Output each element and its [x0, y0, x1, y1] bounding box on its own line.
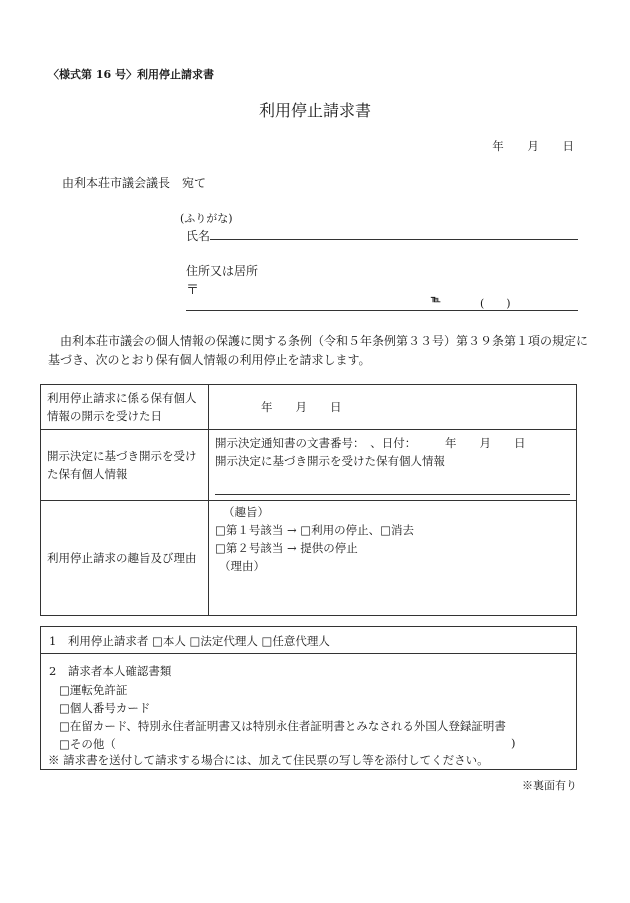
postal-mark: 〒: [186, 283, 200, 298]
id-doc-other[interactable]: □その他（: [59, 737, 116, 751]
purpose-reason-label: 利用停止請求の趣旨及び理由: [41, 501, 209, 616]
section-divider: [41, 653, 576, 654]
name-underline[interactable]: [210, 239, 578, 240]
id-doc-residence-card[interactable]: □在留カード、特別永住者証明書又は特別永住者証明書とみなされる外国人登録証明書: [59, 719, 506, 733]
form-number: 〈様式第 16 号〉利用停止請求書: [48, 68, 214, 81]
address-label: 住所又は居所: [186, 264, 259, 278]
date-field: 年 月 日: [492, 139, 574, 153]
intro-text: 由利本荘市議会の個人情報の保護に関する条例（令和５年条例第３３号）第３９条第１項の規定に基づき、次のとおり保有個人情報の利用停止を請求します。: [48, 334, 589, 367]
reason-heading: （理由）: [219, 559, 265, 573]
address-underline[interactable]: [186, 310, 578, 311]
tel-label: ℡: [431, 295, 441, 305]
disclosure-date-cell[interactable]: [209, 385, 577, 430]
id-docs-title: 2 請求者本人確認書類: [49, 664, 172, 678]
disclosed-info-cell[interactable]: [209, 430, 577, 501]
option-clause-1[interactable]: □第１号該当 → □利用の停止、□消去: [215, 523, 415, 537]
addressee: 由利本荘市議会議長 宛て: [62, 176, 207, 190]
name-label: 氏名: [186, 229, 211, 243]
disclosed-info-underline: [215, 494, 570, 495]
id-doc-drivers-license[interactable]: □運転免許証: [59, 683, 128, 697]
disclosed-info-label: 開示決定に基づき開示を受けた保有個人情報: [41, 430, 209, 501]
furigana-label: (ふりがな): [180, 212, 233, 225]
purpose-heading: （趣旨）: [223, 505, 269, 519]
requester-type[interactable]: 1 利用停止請求者 □本人 □法定代理人 □任意代理人: [49, 634, 330, 648]
mail-note: ※ 請求書を送付して請求する場合には、加えて住民票の写し等を添付してください。: [48, 753, 489, 767]
tel-paren: ( ): [480, 297, 511, 310]
option-clause-2[interactable]: □第２号該当 → 提供の停止: [215, 541, 358, 555]
document-title: 利用停止請求書: [258, 101, 371, 120]
id-doc-my-number-card[interactable]: □個人番号カード: [59, 701, 151, 715]
disclosure-date-label: 利用停止請求に係る保有個人情報の開示を受けた日: [41, 385, 209, 430]
purpose-reason-cell[interactable]: [209, 501, 577, 616]
requester-section: [40, 626, 577, 770]
reverse-side-note: ※裏面有り: [522, 779, 577, 792]
id-doc-other-close: ): [511, 736, 516, 750]
disclosed-info-line: 開示決定に基づき開示を受けた保有個人情報: [215, 454, 445, 468]
request-table: [40, 384, 577, 616]
doc-number-line: 開示決定通知書の文書番号： 、日付： 年 月 日: [215, 436, 526, 450]
disclosure-date-value: 年 月 日: [261, 400, 342, 414]
